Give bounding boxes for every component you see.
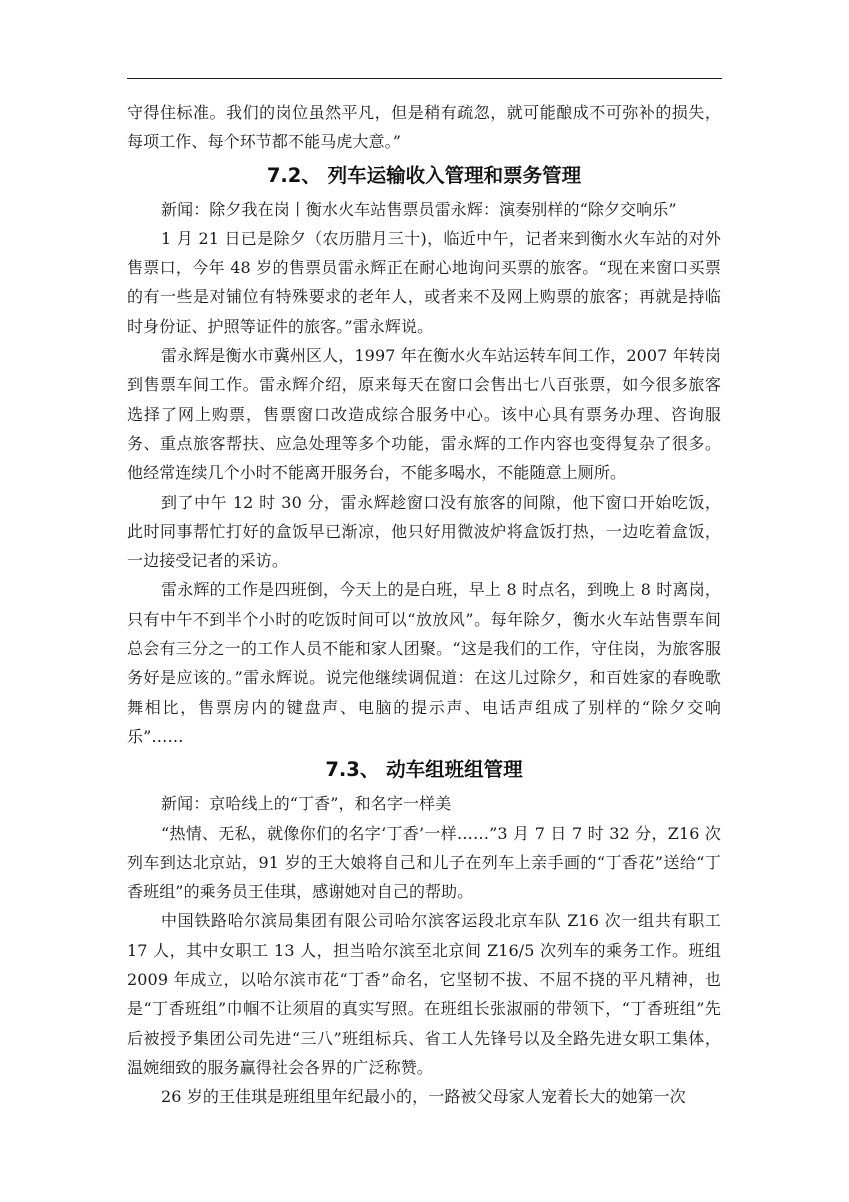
paragraph-continued: 守得住标准。我们的岗位虽然平凡，但是稍有疏忽，就可能酿成不可弥补的损失，每项工作、每个环节都不能马虎大意。” [127, 103, 721, 152]
paragraph: 1 月 21 日已是除夕（农历腊月三十)，临近中午，记者来到衡水火车站的对外售票口，今年 48 岁的售票员雷永辉正在耐心地询问买票的旅客。“现在来窗口买票的有一些是对铺位有特殊要求的老年人，或者来不及网上购票的旅客；再就是持临时身份证、护照等证件的旅客。”雷永辉说。 [127, 228, 721, 336]
paragraph: 26 岁的王佳琪是班组里年纪最小的，一路被父母家人宠着长大的她第一次 [161, 1087, 686, 1107]
section-heading-7-3: 7.3、 动车组班组管理 [325, 758, 523, 782]
paragraph: 中国铁路哈尔滨局集团有限公司哈尔滨客运段北京车队 Z16 次一组共有职工 17 人，其中女职工 13 人，担当哈尔滨至北京间 Z16/5 次列车的乘务工作。班组 2009 年成立，以哈尔滨市花“丁香”命名，它坚韧不拔、不屈不挠的平凡精神，也是“丁香班组”巾帼不让须眉的真实写照。在班组长张淑丽的带领下，“丁香班组”先后被授予集团公司先进“三八”班组标兵、省工人先锋号以及全路先进女职工集体，温婉细致的服务赢得社会各界的广泛称赞。 [127, 911, 721, 1077]
paragraph: “热情、无私，就像你们的名字‘丁香’一样……”3 月 7 日 7 时 32 分，Z16 次列车到达北京站，91 岁的王大娘将自己和儿子在列车上亲手画的“丁香花”送给“丁香班组”的乘务员王佳琪，感谢她对自己的帮助。 [127, 823, 721, 902]
header-rule [127, 78, 722, 79]
news-headline: 新闻：京哈线上的“丁香”，和名字一样美 [161, 794, 452, 814]
paragraph: 雷永辉是衡水市冀州区人，1997 年在衡水火车站运转车间工作，2007 年转岗到售票车间工作。雷永辉介绍，原来每天在窗口会售出七八百张票，如今很多旅客选择了网上购票，售票窗口改造成综合服务中心。该中心具有票务办理、咨询服务、重点旅客帮扶、应急处理等多个功能，雷永辉的工作内容也变得复杂了很多。他经常连续几个小时不能离开服务台，不能多喝水，不能随意上厕所。 [127, 346, 721, 483]
document-body [127, 98, 721, 1112]
paragraph: 雷永辉的工作是四班倒，今天上的是白班，早上 8 时点名，到晚上 8 时离岗，只有中午不到半个小时的吃饭时间可以“放放风”。每年除夕，衡水火车站售票车间总会有三分之一的工作人员不能和家人团聚。“这是我们的工作，守住岗，为旅客服务好是应该的。”雷永辉说。说完他继续调侃道：在这儿过除夕，和百姓家的春晚歌舞相比，售票房内的键盘声、电脑的提示声、电话声组成了别样的“除夕交响乐”…… [127, 580, 721, 746]
section-heading-7-2: 7.2、 列车运输收入管理和票务管理 [266, 163, 582, 187]
paragraph: 到了中午 12 时 30 分，雷永辉趁窗口没有旅客的间隙，他下窗口开始吃饭，此时同事帮忙打好的盒饭早已渐凉，他只好用微波炉将盒饭打热，一边吃着盒饭，一边接受记者的采访。 [127, 492, 721, 571]
news-headline: 新闻：除夕我在岗丨衡水火车站售票员雷永辉：演奏别样的“除夕交响乐” [161, 199, 677, 219]
